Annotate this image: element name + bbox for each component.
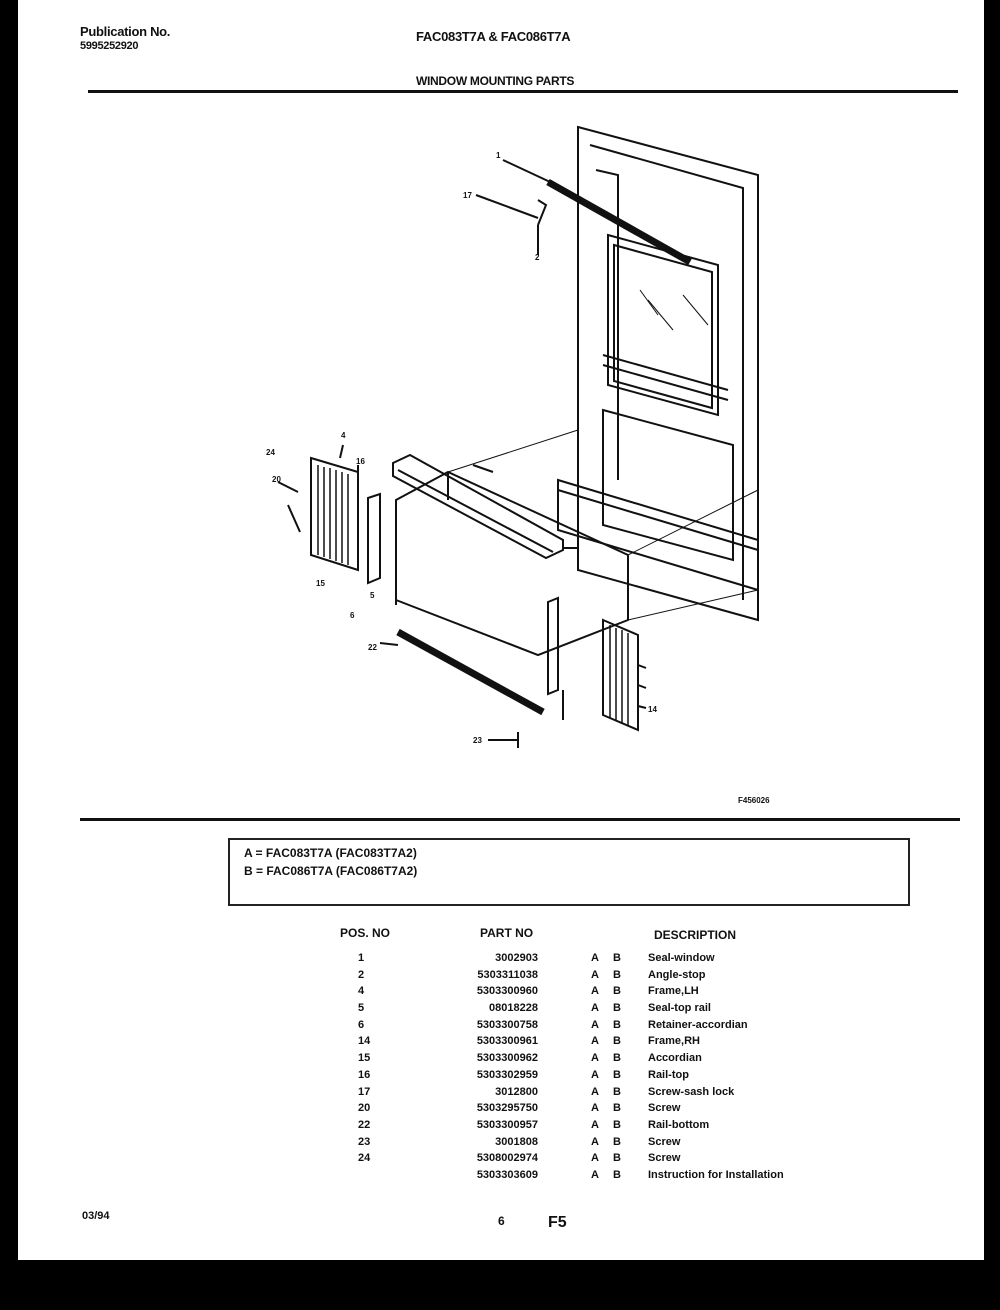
diagram-rule <box>80 818 960 821</box>
table-row <box>318 1052 878 1069</box>
model-b-cell: B <box>613 1002 621 1015</box>
model-a-cell: A <box>591 1018 599 1031</box>
part-no-cell: 5303295750 <box>476 1102 538 1115</box>
pos-cell: 2 <box>358 968 365 981</box>
description-cell: Frame,LH <box>648 985 699 998</box>
header-part-no: PART NO <box>480 926 534 940</box>
model-b-cell: B <box>613 1168 621 1181</box>
part-no-cell: 3012800 <box>495 1085 538 1098</box>
description-cell: Screw <box>648 1102 681 1115</box>
part-no-cell: 3002903 <box>495 952 538 964</box>
model-b-cell: B <box>613 1068 621 1081</box>
pos-cell: 16 <box>358 1068 371 1081</box>
description-cell: Rail-bottom <box>648 1118 710 1131</box>
model-a-cell: A <box>591 985 599 998</box>
pos-cell: 6 <box>358 1018 365 1031</box>
callout-6: 6 <box>350 611 355 620</box>
header-rule <box>88 90 958 93</box>
table-row <box>318 1002 878 1019</box>
retainer-accordian-right <box>548 598 558 694</box>
callout-15: 15 <box>316 579 325 588</box>
model-numbers: FAC083T7A & FAC086T7A <box>416 29 571 44</box>
table-row <box>318 1086 878 1103</box>
model-legend <box>228 838 910 906</box>
model-b-cell: B <box>613 1018 621 1031</box>
model-a-cell: A <box>591 1035 599 1048</box>
page-number: 6 <box>498 1214 505 1228</box>
frame-rh <box>603 620 638 730</box>
publication-number: 5995252920 <box>80 40 139 52</box>
pos-cell: 14 <box>358 1035 371 1048</box>
description-cell: Rail-top <box>648 1068 689 1081</box>
callout-20: 20 <box>272 475 281 484</box>
pos-cell: 22 <box>358 1118 371 1131</box>
part-no-cell: 3001808 <box>495 1135 538 1148</box>
description-cell: Screw-sash lock <box>648 1085 735 1098</box>
rail-top <box>393 455 563 558</box>
model-b-cell: B <box>613 985 621 998</box>
callout-1: 1 <box>496 151 501 160</box>
pos-cell: 20 <box>358 1102 371 1115</box>
part-no-cell: 5303302959 <box>476 1068 538 1081</box>
pos-cell: 15 <box>358 1052 371 1065</box>
pos-cell: 5 <box>358 1002 365 1015</box>
model-b-cell: B <box>613 1052 621 1065</box>
model-a-cell: A <box>591 1052 599 1065</box>
model-b-cell: B <box>613 1035 621 1048</box>
callout-23: 23 <box>473 736 482 745</box>
model-a-cell: A <box>591 1068 599 1081</box>
part-no-cell: 5303311038 <box>477 968 538 981</box>
description-cell: Screw <box>648 1152 681 1165</box>
exploded-parts-diagram <box>18 100 984 805</box>
table-row <box>318 1152 878 1169</box>
section-code: F5 <box>548 1214 567 1231</box>
table-row <box>318 1102 878 1119</box>
legend-line-a: A = FAC083T7A (FAC083T7A2) <box>244 846 417 860</box>
description-cell: Angle-stop <box>648 968 706 981</box>
callout-5: 5 <box>370 591 375 600</box>
pos-cell: 17 <box>358 1085 371 1098</box>
table-row <box>318 1119 878 1136</box>
table-row <box>318 1019 878 1036</box>
model-a-cell: A <box>591 1152 599 1165</box>
pos-cell: 1 <box>358 952 365 964</box>
model-b-cell: B <box>613 1102 621 1115</box>
pos-cell: 23 <box>358 1135 371 1148</box>
part-no-cell: 08018228 <box>489 1002 538 1015</box>
table-row <box>318 969 878 986</box>
table-row <box>318 1035 878 1052</box>
section-title: WINDOW MOUNTING PARTS <box>416 74 575 88</box>
description-cell: Frame,RH <box>648 1035 700 1048</box>
table-row <box>318 1169 878 1186</box>
model-a-cell: A <box>591 952 599 964</box>
callout-17: 17 <box>463 191 472 200</box>
header-pos-no: POS. NO <box>340 926 391 940</box>
rail-bottom <box>398 632 543 712</box>
part-no-cell: 5303300961 <box>476 1035 538 1048</box>
pos-cell: 4 <box>358 985 365 998</box>
table-row <box>318 985 878 1002</box>
pos-cell: 24 <box>358 1152 371 1165</box>
description-cell: Instruction for Installation <box>648 1168 784 1181</box>
retainer-accordian-left <box>368 494 380 583</box>
model-a-cell: A <box>591 1102 599 1115</box>
callout-22: 22 <box>368 643 377 652</box>
upper-sash <box>608 235 718 415</box>
header-description: DESCRIPTION <box>654 928 737 942</box>
description-cell: Screw <box>648 1135 681 1148</box>
callout-2: 2 <box>535 253 540 262</box>
model-b-cell: B <box>613 1152 621 1165</box>
description-cell: Seal-window <box>648 952 715 964</box>
model-a-cell: A <box>591 1085 599 1098</box>
description-cell: Accordian <box>648 1052 702 1065</box>
callout-24: 24 <box>266 448 275 457</box>
table-row <box>318 952 878 969</box>
parts-page <box>18 0 984 1260</box>
model-b-cell: B <box>613 1135 621 1148</box>
model-a-cell: A <box>591 1168 599 1181</box>
description-cell: Seal-top rail <box>648 1002 711 1015</box>
callout-4: 4 <box>341 431 346 440</box>
part-no-cell: 5303300962 <box>476 1052 538 1065</box>
legend-line-b: B = FAC086T7A (FAC086T7A2) <box>244 864 418 878</box>
model-b-cell: B <box>613 952 621 964</box>
model-b-cell: B <box>613 1085 621 1098</box>
air-conditioner-body <box>396 472 628 655</box>
publication-label: Publication No. <box>80 24 171 39</box>
revision-date: 03/94 <box>82 1210 110 1222</box>
part-no-cell: 5303303609 <box>476 1168 538 1181</box>
model-a-cell: A <box>591 968 599 981</box>
description-cell: Retainer-accordian <box>648 1018 748 1031</box>
model-a-cell: A <box>591 1118 599 1131</box>
model-a-cell: A <box>591 1135 599 1148</box>
model-a-cell: A <box>591 1002 599 1015</box>
part-no-cell: 5303300758 <box>476 1018 538 1031</box>
part-no-cell: 5303300957 <box>476 1118 538 1131</box>
callout-16: 16 <box>356 457 365 466</box>
callout-14: 14 <box>648 705 657 714</box>
model-b-cell: B <box>613 1118 621 1131</box>
part-no-cell: 5308002974 <box>476 1152 538 1165</box>
table-row <box>318 1069 878 1086</box>
table-row <box>318 1136 878 1153</box>
part-no-cell: 5303300960 <box>476 985 538 998</box>
model-b-cell: B <box>613 968 621 981</box>
figure-code: F456026 <box>738 796 770 805</box>
parts-table <box>318 952 878 1186</box>
